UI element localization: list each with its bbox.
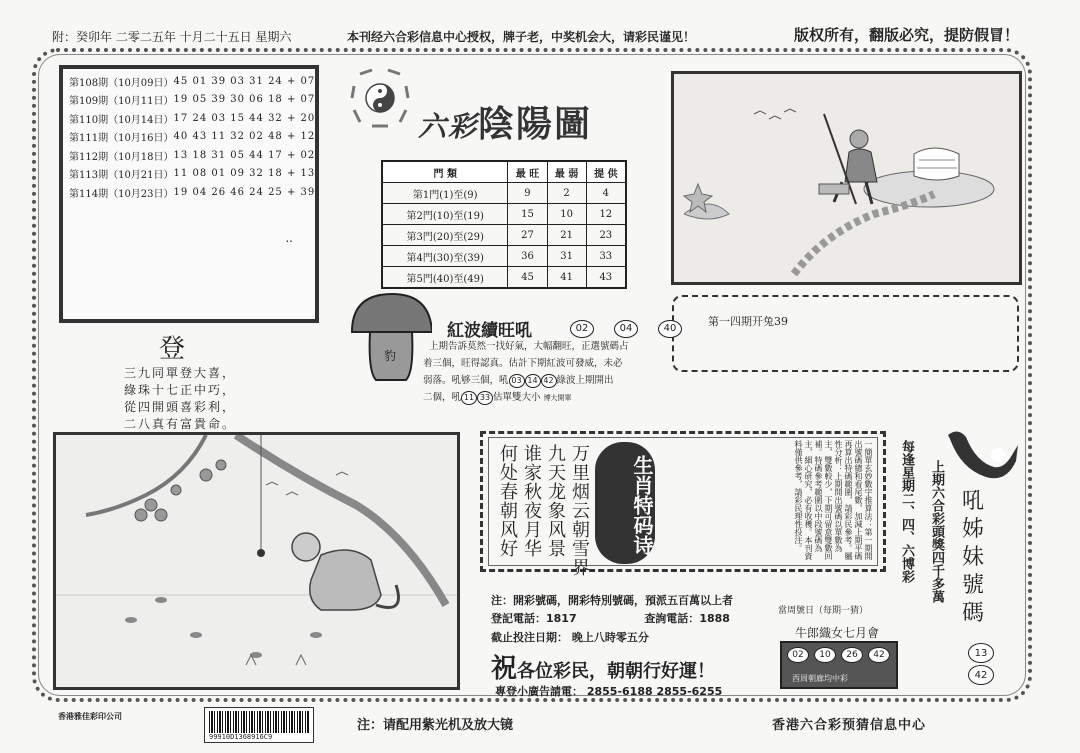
schedule-text: 每逢星期二、四、六博彩	[899, 440, 914, 583]
illustration-well	[671, 71, 1022, 285]
poem-left: 三九同單登大喜， 綠珠十七正中巧， 從四開頭喜彩利， 二八真有富貴命。	[124, 366, 237, 431]
red-wave-title: 紅波續旺吼	[447, 321, 532, 341]
table-header: 最 弱	[547, 161, 586, 183]
printer-name: 香港雅佳彩印公司	[58, 711, 122, 721]
deadline-text: 截止投注日期： 晚上八時零五分	[491, 631, 649, 644]
history-row: 第110期（10月14日） 17 24 03 15 44 32 + 20	[69, 112, 316, 126]
history-box	[59, 65, 319, 323]
lucky-label: 當周號日（每期一猜）	[778, 606, 869, 616]
bagua-icon	[348, 66, 412, 130]
red-wave-numbers	[570, 316, 702, 338]
poem-column: 谁家秋夜月华	[521, 444, 542, 558]
table-header: 提 供	[586, 161, 626, 183]
lucky-box: 02 10 26 42 西周朝廊均中彩	[780, 641, 898, 689]
svg-text:豹: 豹	[383, 349, 397, 363]
header-notice: 本刊经六合彩信息中心授权，牌子老，中奖机会大，请彩民谨见！	[347, 30, 696, 44]
illustration-monkey	[53, 432, 460, 690]
info-text: 第一四期开兔39	[708, 315, 788, 328]
notice-text: 注：開彩號碼，開彩特別號碼，預派五百萬以上者	[491, 594, 733, 607]
header-copyright: 版权所有，翻版必究，提防假冒！	[794, 26, 1020, 44]
jackpot-text: 上期六合彩頭獎四千多萬	[929, 460, 944, 603]
history-row: 第109期（10月11日） 19 05 39 30 06 18 + 07	[69, 94, 316, 108]
mushroom-icon	[348, 290, 432, 384]
phone-line: 登記電話：1817 查詢電話：1888	[491, 612, 730, 625]
history-dots: ..	[285, 231, 293, 245]
number-ball: 26	[841, 647, 863, 663]
door-table	[381, 160, 627, 289]
number-ball: 42	[868, 647, 890, 663]
number-ball: 40	[658, 320, 682, 338]
table-row: 第5門(40)至(49) 45 41 43	[382, 267, 626, 289]
history-row: 第113期（10月21日） 11 08 01 09 32 18 + 13	[69, 168, 316, 182]
number-ball: 42	[968, 665, 994, 685]
red-wave-body: 上期告訴莫然一找好氣，大幅翻旺，正選號碼占 着三個，旺得認真。估計下期紅波可發威，未必 弱落。吼够三個，吼 03 14 42 綠波上期開出 二個，吼 11 33 估單雙大小 博大開單	[423, 341, 629, 403]
blessing-text: 祝各位彩民，朝朝行好運！	[491, 654, 716, 684]
page-title: 六彩陰陽圖	[418, 103, 593, 145]
history-row: 第114期（10月23日） 19 04 26 46 24 25 + 39	[69, 186, 316, 200]
poem-column: 万里烟云朝雪界	[569, 444, 590, 577]
sister-numbers-title: 吼 姊 妹 號 碼	[961, 489, 984, 626]
table-row: 第3門(20)至(29) 27 21 23	[382, 225, 626, 246]
sister-numbers	[968, 643, 994, 687]
barcode: 99910D1368916C9	[204, 707, 314, 743]
footer-publisher: 香港六合彩预猜信息中心	[772, 718, 927, 733]
poem-column: 九天龙象风景	[545, 444, 566, 558]
small-print-text: 一簡單玄妙數字推算法：第一期開出號碼總和看尾數，加減上期平碼再算出特碼範圍，請彩民參考。屬性分析：上期開出號碼以單數為主，雙數較少，下期可留意雙數回補。特碼參考範圍以中段號碼為主，細心研究，必有收穫。本刊資料僅供參考，請彩民理性投注。	[794, 440, 873, 560]
ad-phone-text: 專登小廣告請電： 2855-6188 2855-6255	[495, 685, 723, 698]
history-row: 第108期（10月09日） 45 01 39 03 31 24 + 07	[69, 75, 316, 89]
number-ball: 04	[614, 320, 638, 338]
history-row: 第111期（10月16日） 40 43 11 32 02 48 + 12	[69, 131, 316, 145]
number-ball: 02	[570, 320, 594, 338]
history-row: 第112期（10月18日） 13 18 31 05 44 17 + 02	[69, 149, 316, 163]
lucky-title: 牛郎織女七月會	[795, 626, 880, 640]
number-ball: 02	[787, 647, 809, 663]
number-ball: 13	[968, 643, 994, 663]
number-ball: 10	[814, 647, 836, 663]
footer-note: 注：请配用紫光机及放大镜	[357, 718, 514, 733]
zodiac-poem-badge: 生肖特码诗	[595, 442, 655, 564]
table-header: 最 旺	[508, 161, 547, 183]
table-row: 第2門(10)至(19) 15 10 12	[382, 204, 626, 225]
table-row: 第1門(1)至(9) 9 2 4	[382, 183, 626, 204]
poem-column: 何处春朝风好	[497, 444, 518, 558]
poem-head: 登	[159, 334, 186, 364]
info-box	[672, 295, 1019, 372]
header-date: 附：癸卯年 二零二五年 十月二十五日 星期六	[52, 30, 292, 44]
table-header: 門 類	[382, 161, 508, 183]
saxophone-icon	[940, 425, 1020, 480]
table-row: 第4門(30)至(39) 36 31 33	[382, 246, 626, 267]
